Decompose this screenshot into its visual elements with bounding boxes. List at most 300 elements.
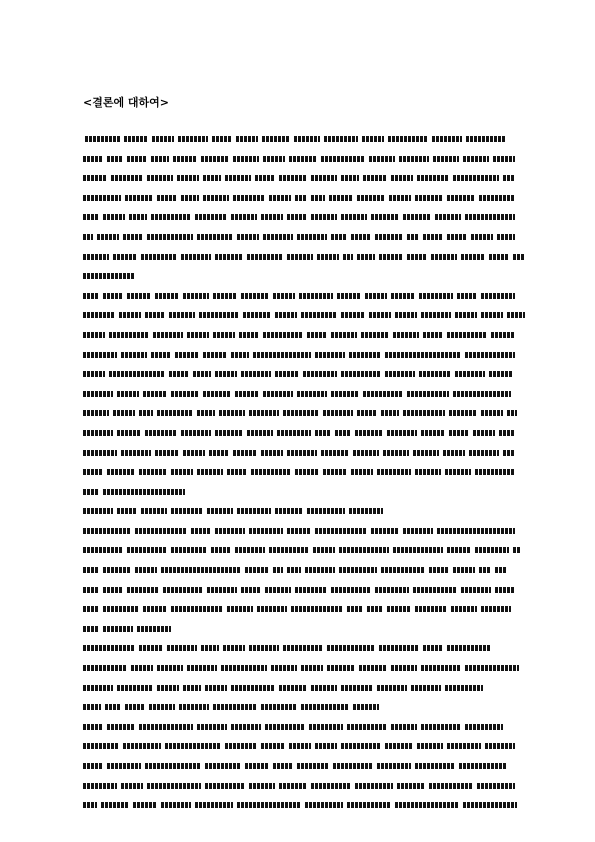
illegible-word — [223, 645, 245, 651]
illegible-word — [175, 352, 199, 358]
illegible-word — [321, 156, 365, 162]
illegible-word — [331, 332, 357, 338]
illegible-word — [195, 214, 227, 220]
illegible-word — [413, 587, 457, 593]
illegible-word — [447, 645, 491, 651]
illegible-word — [145, 430, 177, 436]
illegible-word — [287, 528, 311, 534]
illegible-word — [391, 665, 417, 671]
illegible-word — [459, 763, 507, 769]
illegible-word — [121, 352, 147, 358]
illegible-word — [379, 645, 419, 651]
illegible-word — [389, 195, 411, 201]
illegible-word — [341, 214, 367, 220]
text-line — [83, 208, 515, 228]
illegible-word — [451, 606, 477, 612]
illegible-word — [153, 332, 183, 338]
illegible-word — [279, 685, 307, 691]
illegible-word — [297, 234, 327, 240]
illegible-word — [429, 567, 449, 573]
illegible-word — [83, 783, 117, 789]
illegible-word — [503, 175, 515, 181]
illegible-word — [395, 802, 459, 808]
illegible-word — [429, 783, 473, 789]
illegible-word — [113, 410, 135, 416]
text-line — [83, 424, 515, 444]
illegible-word — [387, 430, 417, 436]
illegible-word — [465, 214, 515, 220]
illegible-word — [97, 234, 119, 240]
illegible-word — [183, 685, 201, 691]
illegible-word — [357, 254, 375, 260]
illegible-word — [315, 430, 331, 436]
illegible-word — [449, 430, 469, 436]
text-line — [83, 777, 515, 797]
illegible-word — [327, 665, 355, 671]
illegible-word — [233, 156, 259, 162]
illegible-word — [513, 547, 521, 553]
illegible-word — [124, 136, 148, 142]
illegible-word — [241, 371, 271, 377]
illegible-word — [191, 528, 211, 534]
text-line — [83, 502, 515, 522]
illegible-word — [371, 528, 399, 534]
illegible-word — [393, 332, 419, 338]
illegible-word — [157, 665, 183, 671]
illegible-word — [83, 626, 99, 632]
illegible-word — [475, 547, 509, 553]
illegible-word — [83, 528, 131, 534]
document-body — [83, 130, 515, 816]
illegible-word — [213, 332, 235, 338]
illegible-word — [201, 645, 219, 651]
illegible-word — [157, 685, 179, 691]
illegible-word — [295, 587, 327, 593]
illegible-word — [313, 547, 335, 553]
illegible-word — [503, 450, 515, 456]
illegible-word — [119, 312, 141, 318]
illegible-word — [432, 136, 462, 142]
illegible-word — [443, 450, 465, 456]
illegible-word — [239, 332, 259, 338]
illegible-word — [85, 136, 120, 142]
illegible-word — [375, 234, 403, 240]
illegible-word — [233, 450, 257, 456]
illegible-word — [403, 214, 431, 220]
illegible-word — [103, 587, 123, 593]
illegible-word — [307, 332, 327, 338]
illegible-word — [231, 214, 257, 220]
illegible-word — [415, 469, 441, 475]
illegible-word — [283, 645, 323, 651]
illegible-word — [465, 352, 515, 358]
illegible-word — [324, 136, 358, 142]
illegible-word — [109, 332, 149, 338]
text-line — [83, 267, 515, 287]
illegible-word — [301, 665, 323, 671]
illegible-word — [219, 410, 245, 416]
illegible-word — [201, 156, 229, 162]
illegible-word — [297, 391, 327, 397]
text-line — [83, 444, 515, 464]
illegible-word — [83, 743, 119, 749]
illegible-word — [305, 802, 343, 808]
illegible-word — [139, 469, 167, 475]
illegible-word — [291, 606, 343, 612]
illegible-word — [151, 156, 169, 162]
illegible-word — [377, 469, 411, 475]
illegible-word — [83, 802, 97, 808]
illegible-word — [415, 195, 443, 201]
illegible-word — [279, 783, 307, 789]
illegible-word — [415, 763, 455, 769]
illegible-word — [181, 254, 211, 260]
illegible-word — [383, 450, 409, 456]
text-line — [83, 463, 515, 483]
illegible-word — [127, 156, 147, 162]
illegible-word — [283, 410, 319, 416]
illegible-word — [203, 175, 221, 181]
illegible-word — [381, 567, 405, 573]
illegible-word — [465, 724, 503, 730]
illegible-word — [323, 410, 353, 416]
text-line — [83, 306, 515, 326]
illegible-word — [269, 547, 309, 553]
text-line — [83, 541, 515, 561]
illegible-word — [155, 450, 179, 456]
illegible-word — [411, 685, 441, 691]
illegible-word — [213, 704, 257, 710]
text-line — [83, 287, 515, 307]
illegible-word — [237, 802, 261, 808]
illegible-word — [231, 724, 261, 730]
illegible-word — [107, 763, 141, 769]
illegible-word — [83, 254, 109, 260]
illegible-word — [261, 802, 301, 808]
illegible-word — [349, 508, 383, 514]
illegible-word — [271, 665, 297, 671]
paragraph — [83, 718, 515, 816]
illegible-word — [225, 175, 251, 181]
illegible-word — [489, 371, 513, 377]
illegible-word — [211, 547, 231, 553]
text-line — [83, 404, 515, 424]
illegible-word — [475, 469, 515, 475]
illegible-word — [205, 685, 227, 691]
illegible-word — [363, 175, 387, 181]
illegible-word — [465, 665, 519, 671]
illegible-word — [103, 293, 123, 299]
illegible-word — [127, 547, 167, 553]
illegible-word — [171, 469, 193, 475]
illegible-word — [355, 430, 383, 436]
illegible-word — [139, 724, 193, 730]
illegible-word — [167, 645, 197, 651]
text-line — [83, 248, 515, 268]
illegible-word — [299, 293, 333, 299]
illegible-word — [178, 136, 208, 142]
text-line — [83, 483, 515, 503]
illegible-word — [447, 743, 481, 749]
illegible-word — [453, 567, 475, 573]
illegible-word — [307, 508, 345, 514]
illegible-word — [83, 704, 101, 710]
illegible-word — [171, 547, 207, 553]
illegible-word — [205, 763, 241, 769]
illegible-word — [215, 430, 243, 436]
illegible-word — [227, 469, 247, 475]
illegible-word — [152, 136, 174, 142]
illegible-word — [477, 783, 515, 789]
illegible-word — [341, 312, 365, 318]
illegible-word — [215, 254, 243, 260]
illegible-word — [83, 547, 123, 553]
illegible-word — [295, 469, 319, 475]
illegible-word — [263, 332, 303, 338]
text-line — [83, 385, 515, 405]
illegible-word — [301, 704, 349, 710]
illegible-word — [249, 645, 279, 651]
illegible-word — [433, 156, 459, 162]
illegible-word — [471, 234, 493, 240]
paragraph — [83, 130, 515, 287]
illegible-word — [121, 450, 151, 456]
illegible-word — [83, 606, 99, 612]
illegible-word — [481, 293, 515, 299]
illegible-word — [309, 724, 343, 730]
illegible-word — [355, 783, 393, 789]
text-line — [83, 757, 515, 777]
illegible-word — [447, 332, 487, 338]
illegible-word — [203, 195, 229, 201]
illegible-word — [294, 136, 320, 142]
illegible-word — [481, 410, 503, 416]
illegible-word — [165, 743, 221, 749]
illegible-word — [241, 587, 261, 593]
text-line — [83, 698, 515, 718]
illegible-word — [107, 724, 135, 730]
text-line — [83, 326, 515, 346]
illegible-word — [273, 293, 295, 299]
illegible-word — [479, 567, 491, 573]
illegible-word — [395, 312, 417, 318]
illegible-word — [315, 528, 367, 534]
paragraph — [83, 502, 515, 522]
illegible-word — [187, 332, 209, 338]
illegible-word — [255, 175, 275, 181]
text-line — [83, 228, 515, 248]
illegible-word — [421, 665, 461, 671]
illegible-word — [331, 587, 371, 593]
illegible-word — [199, 312, 239, 318]
illegible-word — [197, 724, 227, 730]
illegible-word — [377, 763, 411, 769]
illegible-word — [113, 254, 137, 260]
illegible-word — [249, 410, 279, 416]
illegible-word — [101, 802, 129, 808]
illegible-word — [417, 743, 443, 749]
text-line — [83, 561, 515, 581]
illegible-word — [379, 254, 403, 260]
illegible-word — [311, 195, 325, 201]
illegible-word — [513, 254, 525, 260]
illegible-word — [83, 195, 121, 201]
illegible-word — [341, 371, 381, 377]
illegible-word — [83, 352, 117, 358]
illegible-word — [83, 410, 109, 416]
illegible-word — [231, 685, 275, 691]
illegible-word — [341, 743, 381, 749]
illegible-word — [339, 547, 389, 553]
illegible-word — [83, 587, 99, 593]
illegible-word — [423, 332, 443, 338]
illegible-word — [393, 547, 443, 553]
illegible-word — [143, 606, 167, 612]
illegible-word — [481, 606, 511, 612]
illegible-word — [495, 567, 507, 573]
illegible-word — [125, 195, 153, 201]
illegible-word — [357, 195, 385, 201]
illegible-word — [127, 587, 159, 593]
illegible-word — [249, 783, 275, 789]
illegible-word — [263, 156, 285, 162]
illegible-word — [423, 234, 443, 240]
page-title: <결론에 대하여> — [83, 96, 170, 109]
illegible-word — [447, 547, 471, 553]
illegible-word — [507, 312, 525, 318]
illegible-word — [257, 606, 287, 612]
illegible-word — [367, 606, 383, 612]
text-line — [83, 365, 515, 385]
illegible-word — [333, 763, 373, 769]
illegible-word — [245, 763, 269, 769]
illegible-word — [83, 391, 113, 397]
illegible-word — [331, 391, 359, 397]
illegible-word — [169, 371, 189, 377]
illegible-word — [335, 430, 351, 436]
illegible-word — [236, 136, 258, 142]
illegible-word — [421, 312, 451, 318]
illegible-word — [143, 391, 167, 397]
illegible-word — [357, 410, 377, 416]
illegible-word — [295, 195, 307, 201]
illegible-word — [249, 528, 283, 534]
illegible-word — [341, 685, 373, 691]
illegible-word — [481, 312, 503, 318]
illegible-word — [157, 410, 193, 416]
illegible-word — [123, 743, 161, 749]
illegible-word — [461, 254, 485, 260]
illegible-word — [83, 156, 103, 162]
illegible-word — [445, 685, 483, 691]
illegible-word — [261, 214, 283, 220]
illegible-word — [197, 469, 223, 475]
illegible-word — [151, 214, 191, 220]
illegible-word — [339, 567, 377, 573]
illegible-word — [375, 587, 409, 593]
illegible-word — [131, 665, 153, 671]
illegible-word — [103, 626, 133, 632]
illegible-word — [231, 352, 249, 358]
illegible-word — [407, 391, 449, 397]
text-line — [83, 169, 515, 189]
illegible-word — [163, 587, 203, 593]
illegible-word — [123, 234, 143, 240]
illegible-word — [419, 371, 451, 377]
illegible-word — [495, 587, 515, 593]
illegible-word — [171, 508, 203, 514]
illegible-word — [407, 254, 427, 260]
text-line — [83, 737, 515, 757]
illegible-word — [455, 371, 485, 377]
illegible-word — [212, 136, 232, 142]
illegible-word — [263, 234, 293, 240]
illegible-word — [387, 606, 411, 612]
illegible-word — [241, 293, 269, 299]
illegible-word — [147, 783, 201, 789]
illegible-word — [437, 528, 515, 534]
illegible-word — [493, 156, 515, 162]
illegible-word — [275, 371, 299, 377]
illegible-word — [263, 391, 293, 397]
illegible-word — [147, 234, 193, 240]
illegible-word — [415, 606, 447, 612]
illegible-word — [289, 743, 311, 749]
illegible-word — [145, 312, 165, 318]
illegible-word — [149, 704, 175, 710]
illegible-word — [453, 175, 499, 181]
illegible-word — [403, 410, 445, 416]
illegible-word — [83, 724, 103, 730]
illegible-word — [391, 293, 415, 299]
illegible-word — [287, 450, 317, 456]
illegible-word — [497, 234, 515, 240]
illegible-word — [247, 254, 283, 260]
illegible-word — [311, 214, 337, 220]
text-line — [83, 522, 515, 542]
illegible-word — [287, 567, 301, 573]
illegible-word — [435, 214, 461, 220]
illegible-word — [215, 528, 245, 534]
illegible-word — [273, 763, 293, 769]
illegible-word — [507, 410, 517, 416]
illegible-word — [161, 567, 241, 573]
illegible-word — [351, 234, 371, 240]
illegible-word — [275, 312, 297, 318]
illegible-word — [369, 156, 395, 162]
illegible-word — [261, 704, 297, 710]
illegible-word — [177, 175, 199, 181]
illegible-word — [391, 724, 417, 730]
illegible-word — [469, 450, 499, 456]
illegible-word — [247, 430, 273, 436]
illegible-word — [253, 352, 311, 358]
illegible-word — [103, 489, 185, 495]
illegible-word — [171, 606, 223, 612]
illegible-word — [103, 606, 139, 612]
illegible-word — [83, 214, 99, 220]
illegible-word — [197, 410, 215, 416]
illegible-word — [227, 606, 253, 612]
illegible-word — [135, 528, 187, 534]
illegible-word — [251, 469, 291, 475]
illegible-word — [463, 802, 517, 808]
illegible-word — [311, 175, 337, 181]
illegible-word — [181, 430, 211, 436]
text-line — [83, 796, 515, 816]
illegible-word — [349, 352, 381, 358]
illegible-word — [265, 587, 291, 593]
